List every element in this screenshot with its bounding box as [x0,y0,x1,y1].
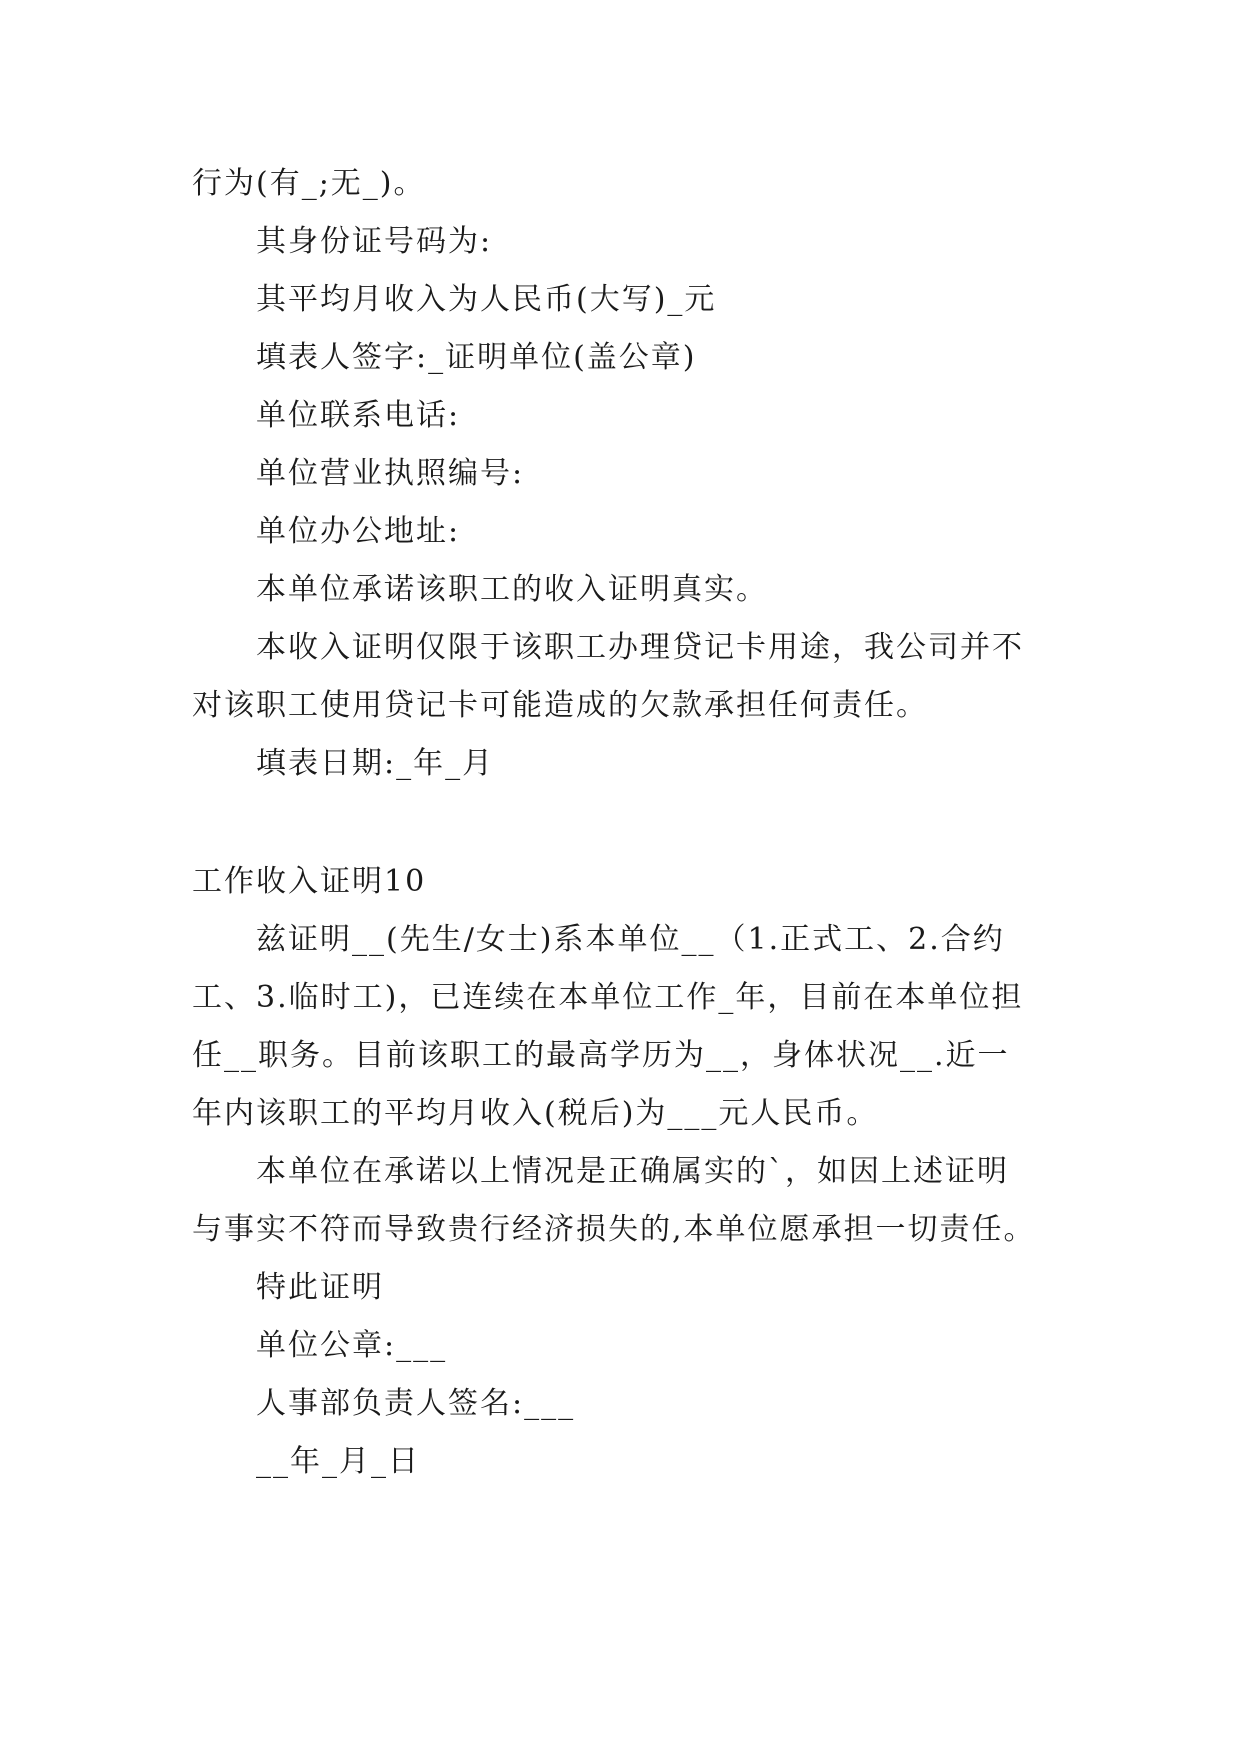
text-line: 单位联系电话: [256,398,461,433]
text-line: 其身份证号码为: [256,224,493,259]
text-line: 特此证明 [256,1270,384,1305]
text-line: 工、3.临时工)，已连续在本单位工作_年，目前在本单位担 [192,980,1024,1015]
text-line: 单位营业执照编号: [256,456,525,491]
text-line: 人事部负责人签名:___ [256,1386,576,1421]
text-line: 与事实不符而导致贵行经济损失的,本单位愿承担一切责任。 [192,1212,1036,1247]
text-line: 单位办公地址: [256,514,461,549]
text-line: 本单位承诺该职工的收入证明真实。 [256,572,768,607]
text-line: 本单位在承诺以上情况是正确属实的`，如因上述证明 [256,1154,1009,1189]
text-line: 单位公章:___ [256,1328,448,1363]
text-line: 本收入证明仅限于该职工办理贷记卡用途，我公司并不 [256,630,1024,665]
text-line: 填表日期:_年_月 [256,746,495,781]
text-line: 行为(有_;无_)。 [192,166,426,201]
text-line: 填表人签字:_证明单位(盖公章) [256,340,697,375]
text-line: 任__职务。目前该职工的最高学历为__，身体状况__.近一 [192,1038,1010,1073]
text-line: __年_月_日 [256,1444,420,1479]
section-title: 工作收入证明10 [192,864,427,899]
text-line: 其平均月收入为人民币(大写)_元 [256,282,717,317]
text-line: 年内该职工的平均月收入(税后)为___元人民币。 [192,1096,879,1131]
text-line: 兹证明__(先生/女士)系本单位__（1.正式工、2.合约 [256,922,1005,957]
text-line: 对该职工使用贷记卡可能造成的欠款承担任何责任。 [192,688,928,723]
